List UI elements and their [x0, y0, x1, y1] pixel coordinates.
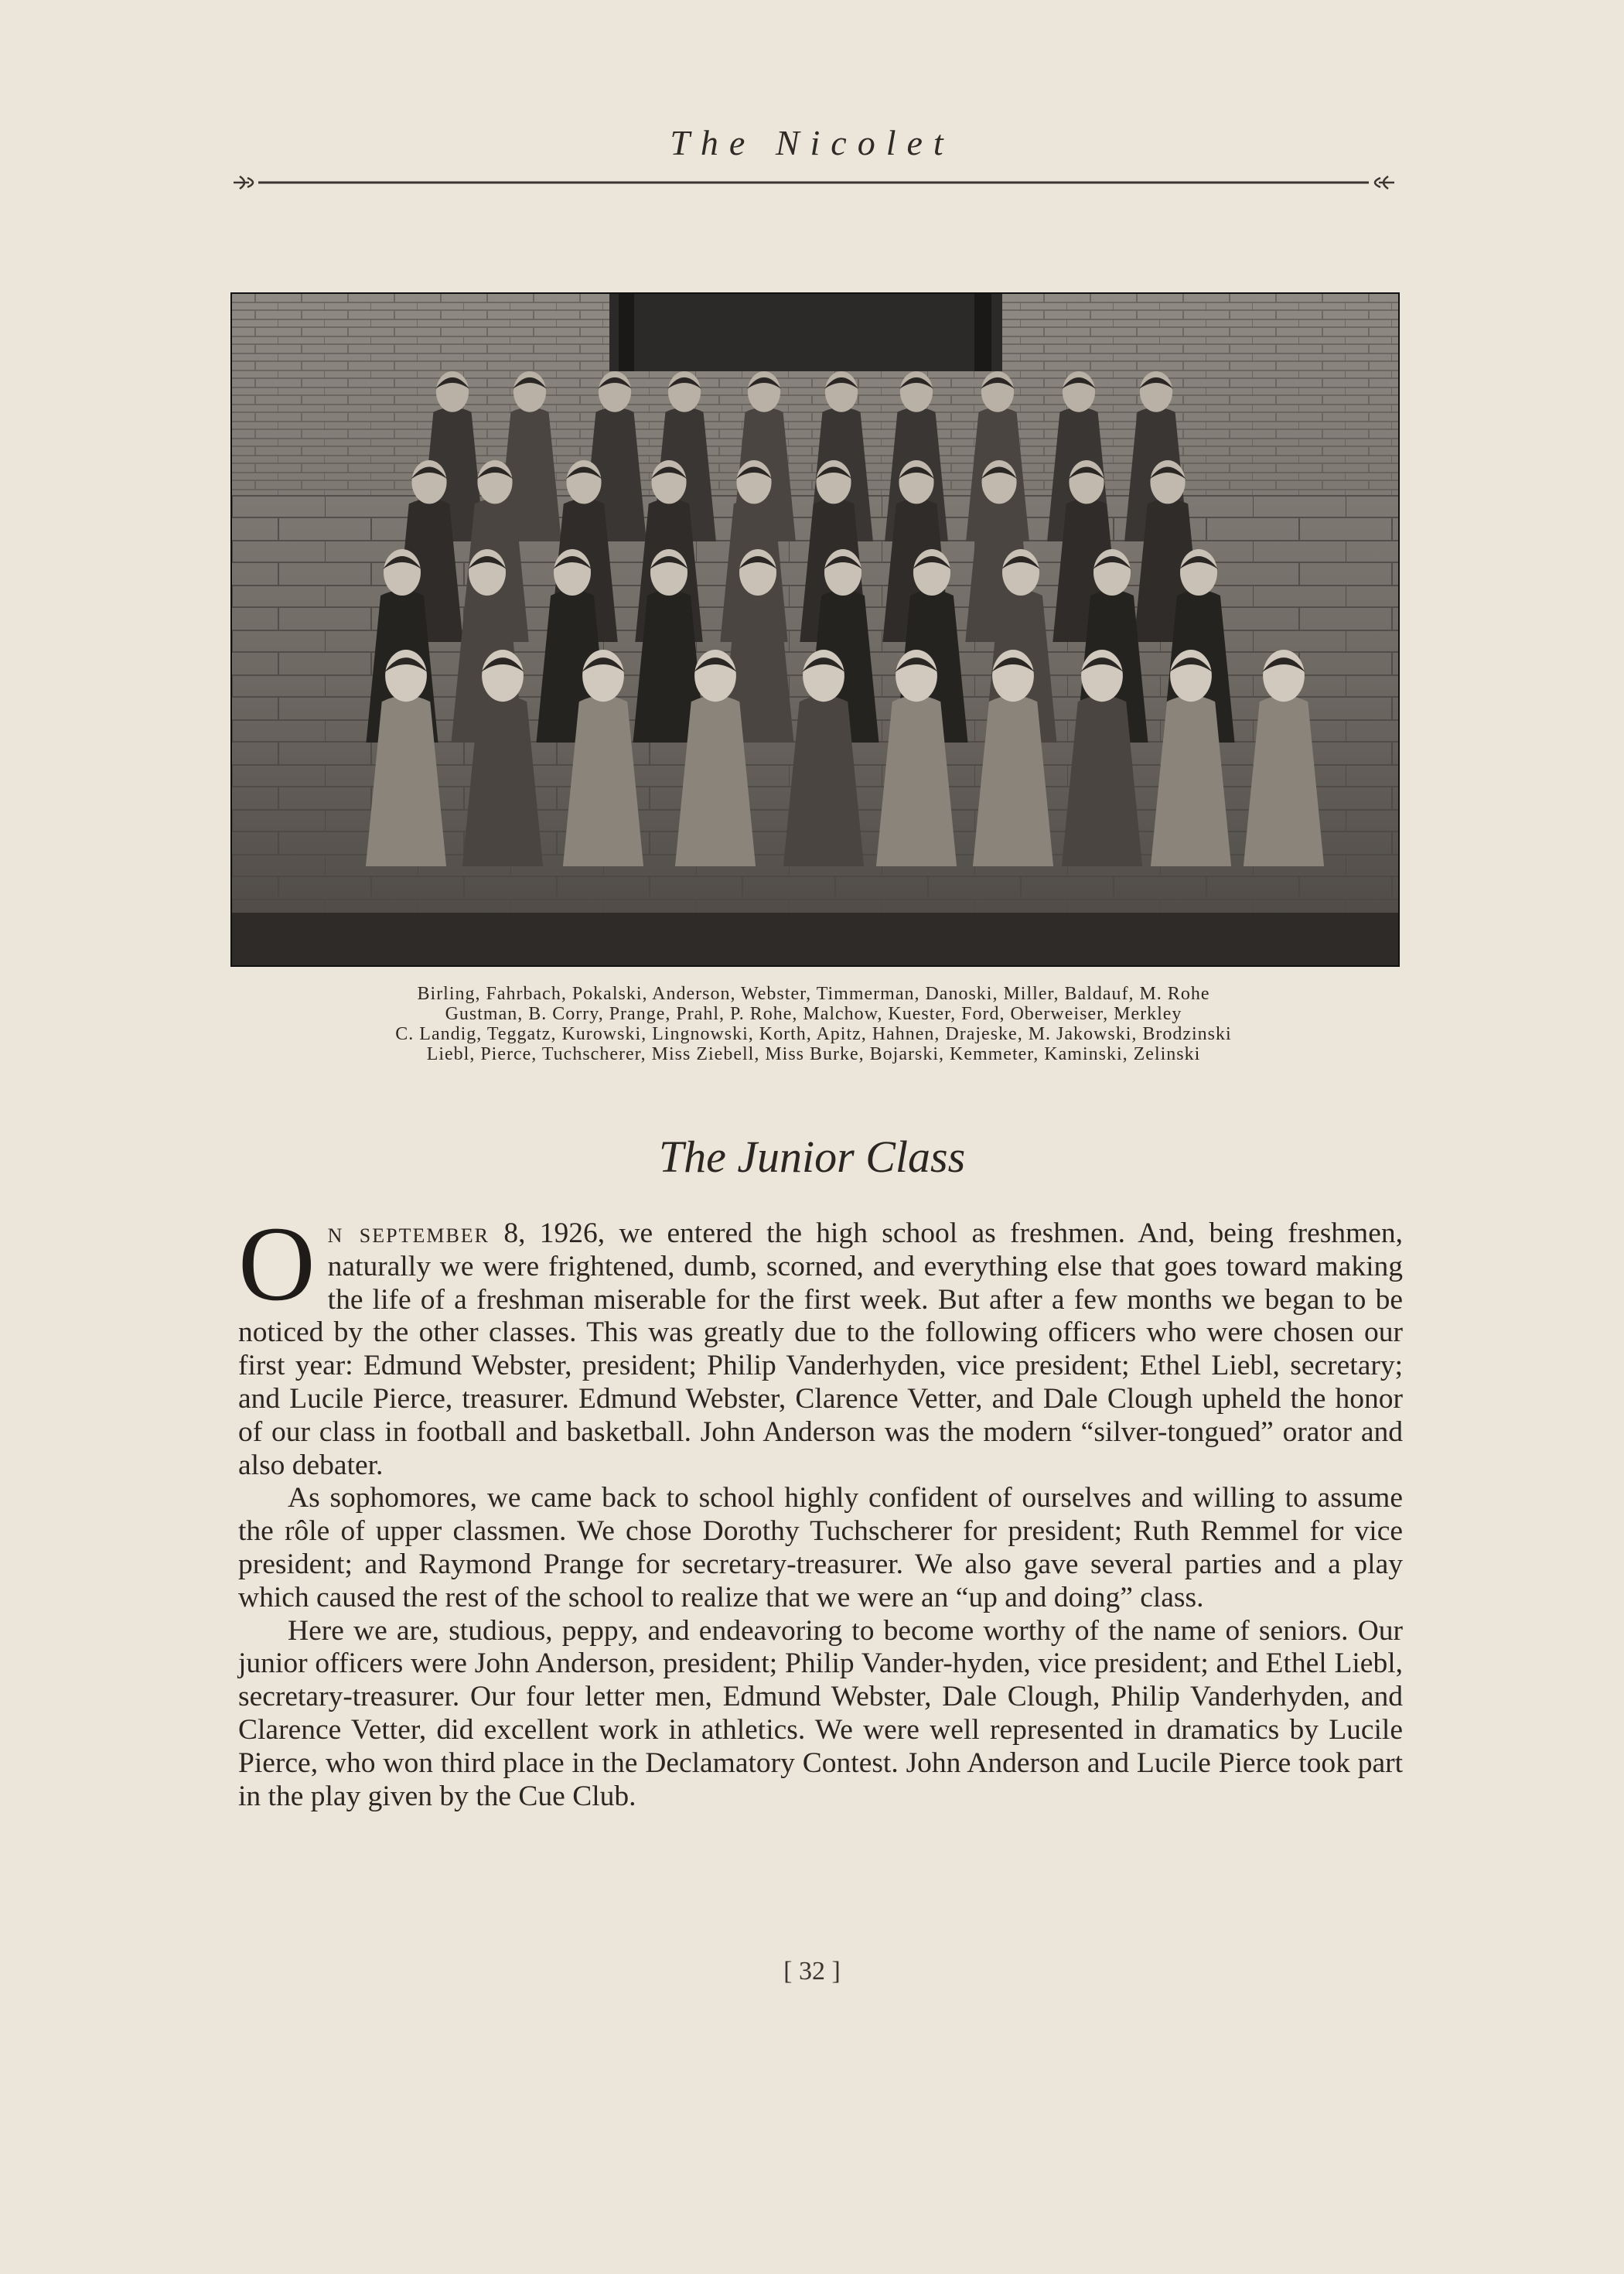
person-face	[1140, 371, 1172, 412]
running-title: The Nicolet	[670, 123, 954, 162]
person-face	[668, 371, 701, 412]
article-body	[238, 1204, 1403, 1813]
photo-caption	[230, 984, 1397, 1064]
paragraph-2: As sophomores, we came back to school highly confident of ourselves and willing to assume the rôle of upper classmen. We chose Dorothy Tuchscherer for president; Ruth Remmel for vice president; and Raymond Prange for secretary-treasurer. We also gave several parties and a play which caused the rest of the school to realize that we were an “up and doing” class.	[238, 1482, 1403, 1613]
person-face	[981, 371, 1014, 412]
caption-line: Liebl, Pierce, Tuchscherer, Miss Ziebell, Miss Burke, Bojarski, Kemmeter, Kaminski, Zelinski	[426, 1044, 1201, 1064]
article-title: The Junior Class	[658, 1132, 966, 1182]
drop-cap: O	[238, 1204, 316, 1323]
person-face	[436, 371, 469, 412]
caption-line: C. Landig, Teggatz, Kurowski, Lingnowski, Korth, Apitz, Hahnen, Drajeske, M. Jakowski, Brodzinski	[395, 1024, 1232, 1044]
paragraph-3: Here we are, studious, peppy, and endeavoring to become worthy of the name of seniors. Our junior officers were John Anderson, president; Philip Vander-hyden, vice president; and Ethel Liebl, secretary-treasurer. Our four letter men, Edmund Webster, Dale Clough, Philip Vanderhyden, and Clarence Vetter, did excellent work in athletics. We were well represented in dramatics by Lucile Pierce, who won third place in the Declamatory Contest. John Anderson and Lucile Pierce took part in the play given by the Cue Club.	[238, 1614, 1403, 1812]
caption-line: Birling, Fahrbach, Pokalski, Anderson, Webster, Timmerman, Danoski, Miller, Baldauf, M. Rohe	[417, 984, 1210, 1004]
person-face	[900, 371, 933, 412]
ornament-rule	[232, 173, 1396, 192]
person-face	[825, 371, 858, 412]
right-flourish-icon	[1375, 176, 1394, 189]
paragraph-1-text: 8, 1926, we entered the high school as freshmen. And, being freshmen, naturally we were frightened, dumb, scorned, and everything else that goes toward making the life of a freshman miserable for the first week. But after a few months we began to be noticed by the other classes. This was greatly due to the following officers who were chosen our first year: Edmund Webster, president; Philip Vanderhyden, vice president; Ethel Liebl, secretary; and Lucile Pierce, treasurer. Edmund Webster, Clarence Vetter, and Dale Clough upheld the honor of our class in football and basketball. John Anderson was the modern “silver-tongued” orator and also debater.	[238, 1217, 1403, 1481]
caption-line: Gustman, B. Corry, Prange, Prahl, P. Rohe, Malchow, Kuester, Ford, Oberweiser, Merkley	[445, 1004, 1182, 1024]
lead-smallcaps: n september	[327, 1217, 490, 1249]
class-group-photo-icon	[232, 294, 1398, 965]
left-flourish-icon	[234, 176, 253, 189]
page-number: [ 32 ]	[783, 1957, 841, 1985]
person-face	[513, 371, 546, 412]
class-photo	[230, 292, 1400, 967]
person-face	[599, 371, 631, 412]
person-face	[1063, 371, 1095, 412]
paragraph-1	[238, 1204, 1403, 1482]
person-face	[748, 371, 780, 412]
